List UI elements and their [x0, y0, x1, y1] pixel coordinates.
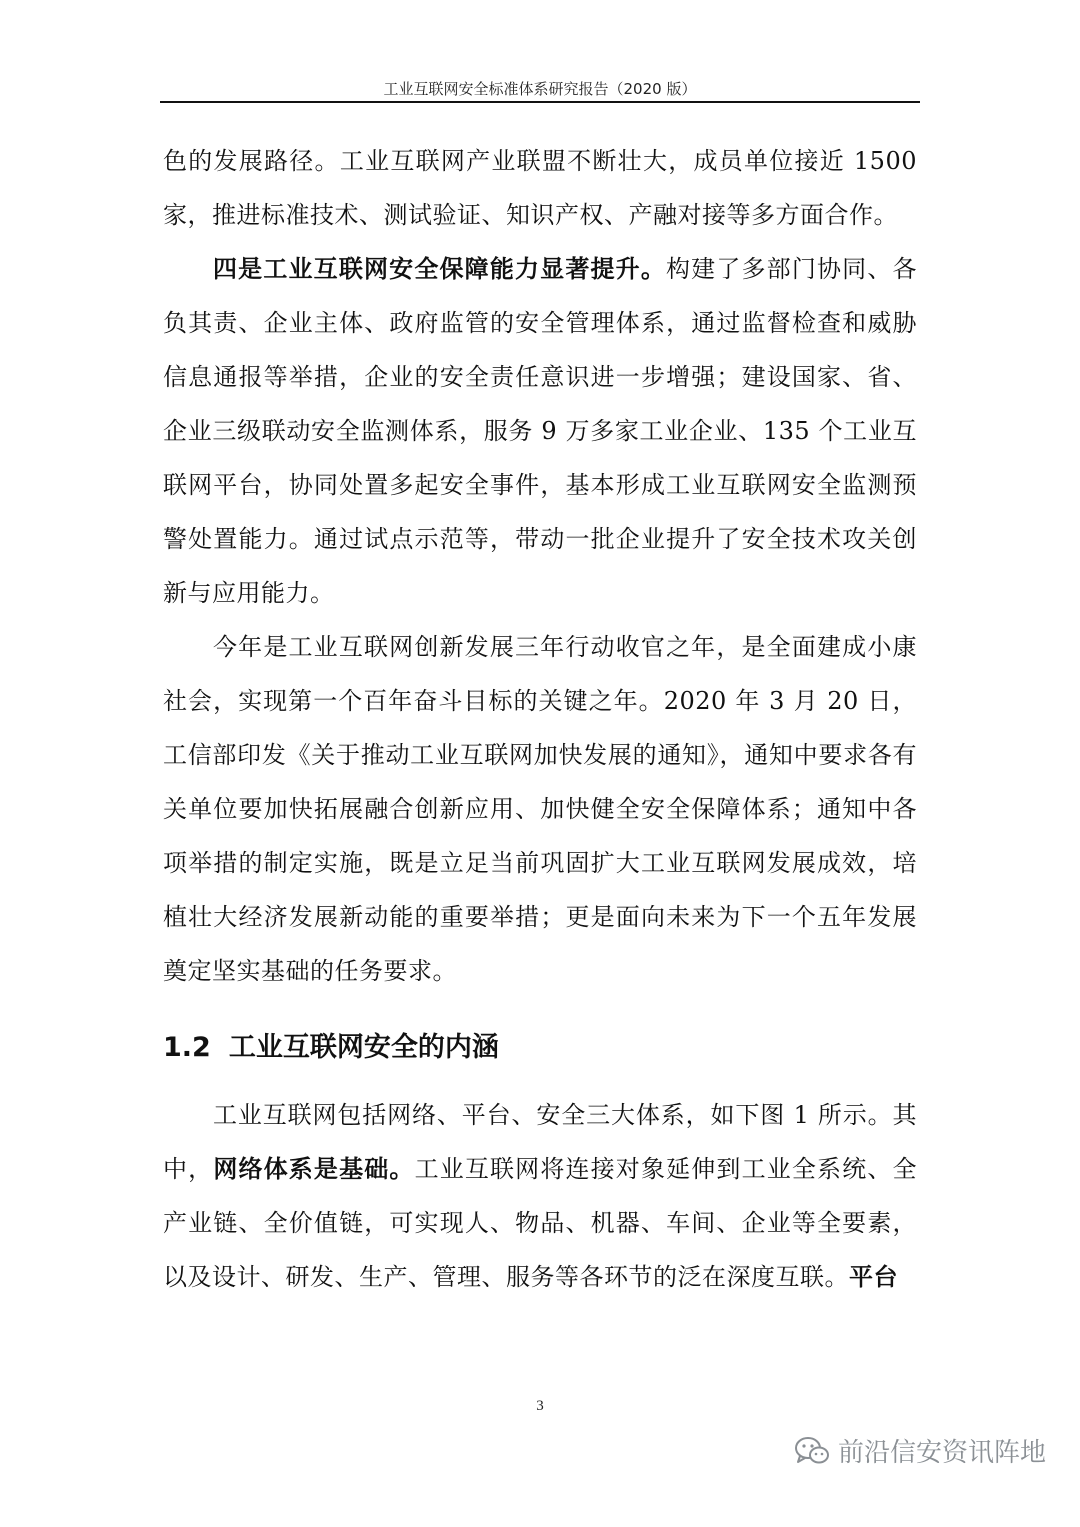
paragraph-4: [163, 1088, 917, 1304]
page-number: 3: [536, 1398, 544, 1414]
paragraph-1: 色的发展路径。工业互联网产业联盟不断壮大，成员单位接近 1500 家，推进标准技术、测试验证、知识产权、产融对接等多方面合作。: [163, 147, 917, 229]
wechat-icon: [794, 1435, 830, 1467]
running-header: 工业互联网安全标准体系研究报告（2020 版）: [383, 80, 697, 98]
watermark: [794, 1432, 1046, 1469]
section-heading: [163, 1028, 917, 1068]
section-number: 1.2: [163, 1032, 211, 1063]
paragraph-4-text-b: 工业互联网将连接对象延伸到工业全系统、全产业链、全价值链，可实现人、物品、机器、车间、企业等全要素，以及设计、研发、生产、管理、服务等各环节的泛在深度互联。: [163, 1155, 918, 1291]
page-body: [163, 134, 917, 1304]
paragraph-4-bold-network: 网络体系是基础。: [213, 1154, 415, 1183]
watermark-text: 前沿信安资讯阵地: [837, 1438, 1046, 1468]
paragraph-2-lead: 四是工业互联网安全保障能力显著提升。: [213, 254, 666, 283]
paragraph-2-text: 构建了多部门协同、各负其责、企业主体、政府监管的安全管理体系，通过监督检查和威胁信息通报等举措，企业的安全责任意识进一步增强；建设国家、省、企业三级联动安全监测体系，服务 9 万多家工业企业、135 个工业互联网平台，协同处置多起安全事件，基本形成工业互联网安全监测预警处置能力。通过试点示范等，带动一批企业提升了安全技术攻关创新与应用能力。: [163, 255, 917, 607]
section-title: 工业互联网安全的内涵: [228, 1032, 499, 1063]
paragraph-2: [163, 242, 917, 620]
header-rule: [160, 101, 920, 103]
paragraph-3: 今年是工业互联网创新发展三年行动收官之年，是全面建成小康社会，实现第一个百年奋斗目标的关键之年。2020 年 3 月 20 日，工信部印发《关于推动工业互联网加快发展的通知》，通知中要求各有关单位要加快拓展融合创新应用、加快健全安全保障体系；通知中各项举措的制定实施，既是立足当前巩固扩大工业互联网发展成效，培植壮大经济发展新动能的重要举措；更是面向未来为下一个五年发展奠定坚实基础的任务要求。: [163, 633, 917, 985]
paragraph-4-text-a: 工业互联网包括网络、平台、安全三大体系，如下图 1 所示。其中，: [163, 1101, 917, 1183]
paragraph-4-bold-platform: 平台: [849, 1262, 898, 1291]
